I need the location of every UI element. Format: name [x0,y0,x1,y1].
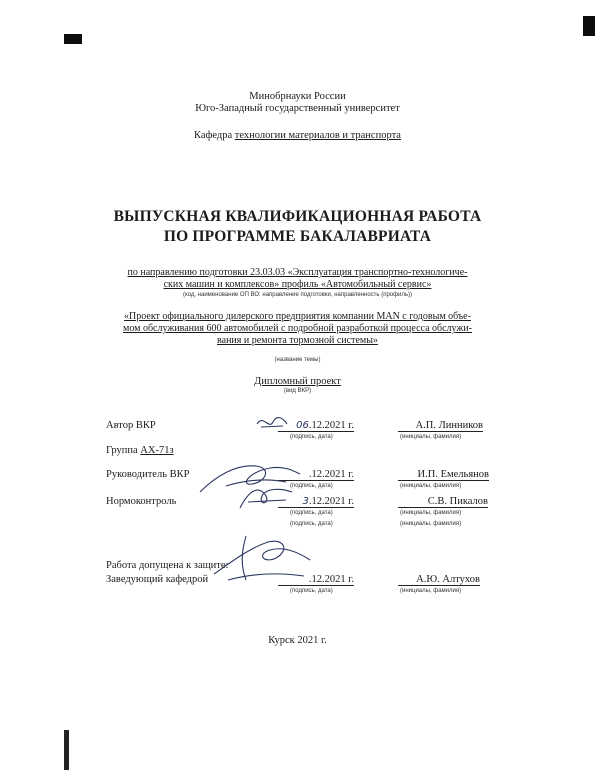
group-label: Группа [106,445,138,456]
topic-line-3: вания и ремонта тормозной системы» [217,335,378,346]
head-signature [206,530,316,586]
topic-caption: (название темы) [274,357,321,363]
city-year: Курск 2021 г. [268,635,327,646]
direction-caption: (код, наименование ОП ВО: направление подготовки, направленность (профиль)) [182,292,413,298]
author-name-caption: (инициалы, фамилия) [400,434,462,440]
head-date: .12.2021 г. [278,574,354,586]
head-sign-caption: (подпись, дата) [290,588,333,594]
document-title-line-2: ПО ПРОГРАММЕ БАКАЛАВРИАТА [163,228,432,245]
group-value: АХ-71з [140,445,174,456]
direction-line-1: по направлению подготовки 23.03.03 «Эксплуатация транспортно-технологиче- [127,267,468,278]
department-prefix: Кафедра [194,130,233,141]
department-name: технологии материалов и транспорта [234,130,401,141]
supervisor-date: .12.2021 г. [278,469,354,481]
author-label: Автор ВКР [106,420,156,431]
head-name-caption: (инициалы, фамилия) [400,588,462,594]
work-type-caption: (вид ВКР) [283,388,312,394]
author-signature [253,412,293,434]
university-name: Юго-Западный государственный университет [195,103,400,114]
author-date-rest: .12.2021 г. [308,420,354,431]
extra-name-caption: (инициалы, фамилия) [400,521,462,527]
normcontrol-name-caption: (инициалы, фамилия) [400,510,462,516]
normcontrol-label: Нормоконтроль [106,496,177,507]
direction-line-2: ских машин и комплексов» профиль «Автомобильный сервис» [163,279,432,290]
normcontrol-signature [236,482,296,514]
work-type: Дипломный проект [254,376,341,387]
head-label: Заведующий кафедрой [106,574,209,585]
group-row [106,445,174,456]
supervisor-label: Руководитель ВКР [106,469,190,480]
normcontrol-name: С.В. Пикалов [398,496,488,508]
document-title-line-1: ВЫПУСКНАЯ КВАЛИФИКАЦИОННАЯ РАБОТА [113,208,482,225]
normcontrol-date-day: 3 [302,496,309,507]
ministry-name: Минобрнауки России [249,91,346,102]
supervisor-sign-caption: (подпись, дата) [290,483,333,489]
normcontrol-sign-caption: (подпись, дата) [290,510,333,516]
normcontrol-date-rest: .12.2021 г. [308,496,354,507]
topic-line-1: «Проект официального дилерского предприятия компании MAN с годовым объе- [124,311,471,322]
supervisor-name-caption: (инициалы, фамилия) [400,483,462,489]
extra-sign-caption: (подпись, дата) [290,521,333,527]
supervisor-name: И.П. Емельянов [398,469,489,481]
author-name: А.П. Линников [398,420,483,432]
head-name: А.Ю. Алтухов [398,574,480,586]
department-line [0,130,595,141]
topic-line-2: мом обслуживания 600 автомобилей с подробной разработкой процесса обслужи- [123,323,472,334]
author-sign-caption: (подпись, дата) [290,434,333,440]
author-date-day: 06 [296,420,309,431]
admitted-label: Работа допущена к защите: [106,560,229,571]
